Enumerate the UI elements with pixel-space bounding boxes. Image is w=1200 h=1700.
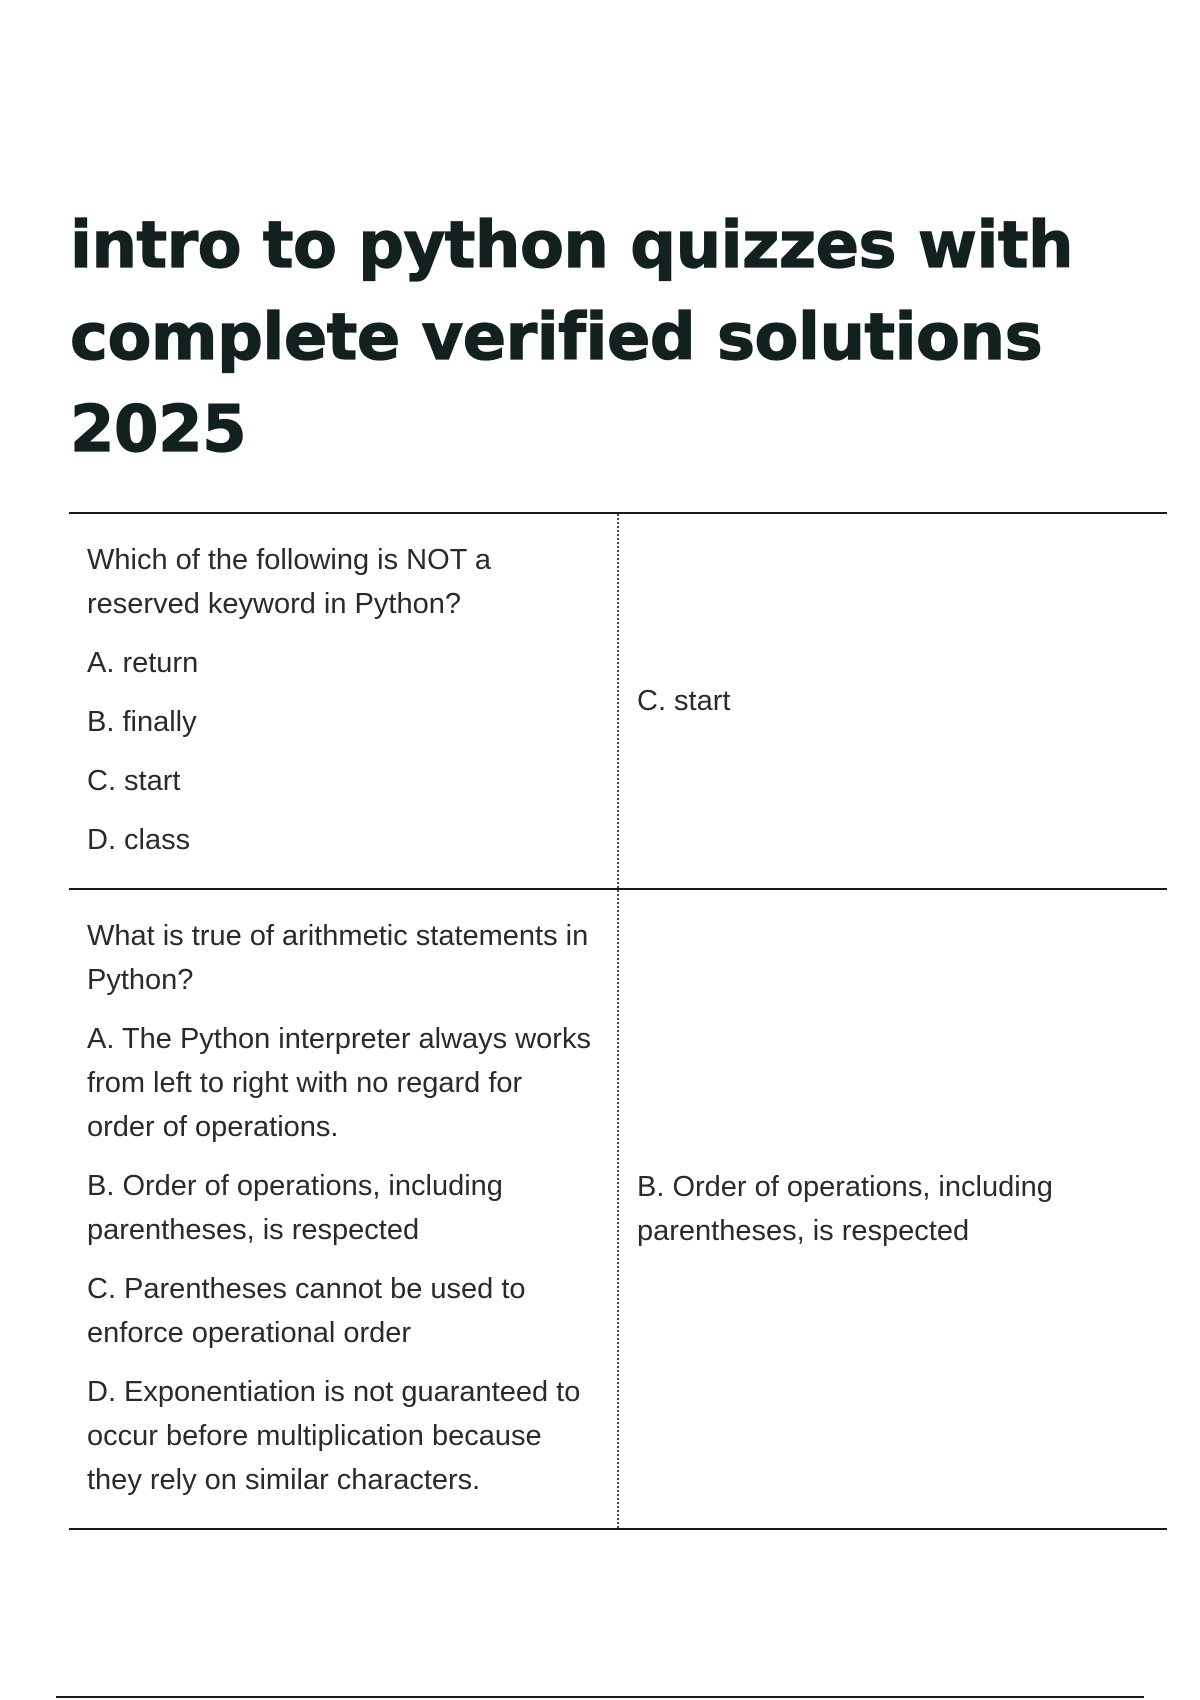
qa-row-2	[69, 889, 1167, 1529]
option-b: B. finally	[87, 706, 197, 738]
document-title: intro to python quizzes with complete verified solutions 2025	[70, 209, 1074, 467]
qa-row-1	[69, 513, 1167, 889]
option-c: C. Parentheses cannot be used to enforce operational order	[87, 1273, 526, 1349]
option-a: A. The Python interpreter always works from left to right with no regard for order of operations.	[87, 1023, 591, 1143]
option-a: A. return	[87, 647, 199, 679]
answer-cell: C. start	[637, 685, 731, 717]
footer-divider	[56, 1696, 1144, 1698]
option-d: D. class	[87, 824, 191, 856]
question-cell	[69, 513, 618, 889]
question-cell	[69, 889, 618, 1529]
question-text: What is true of arithmetic statements in Python?	[87, 920, 589, 996]
option-d: D. Exponentiation is not guaranteed to occur before multiplication because they rely on similar characters.	[87, 1376, 581, 1496]
option-b: B. Order of operations, including parentheses, is respected	[87, 1170, 503, 1246]
question-text: Which of the following is NOT a reserved keyword in Python?	[87, 544, 492, 620]
option-c: C. start	[87, 765, 181, 797]
answer-cell: B. Order of operations, including parentheses, is respected	[637, 1171, 1053, 1247]
qa-table	[69, 512, 1167, 1530]
